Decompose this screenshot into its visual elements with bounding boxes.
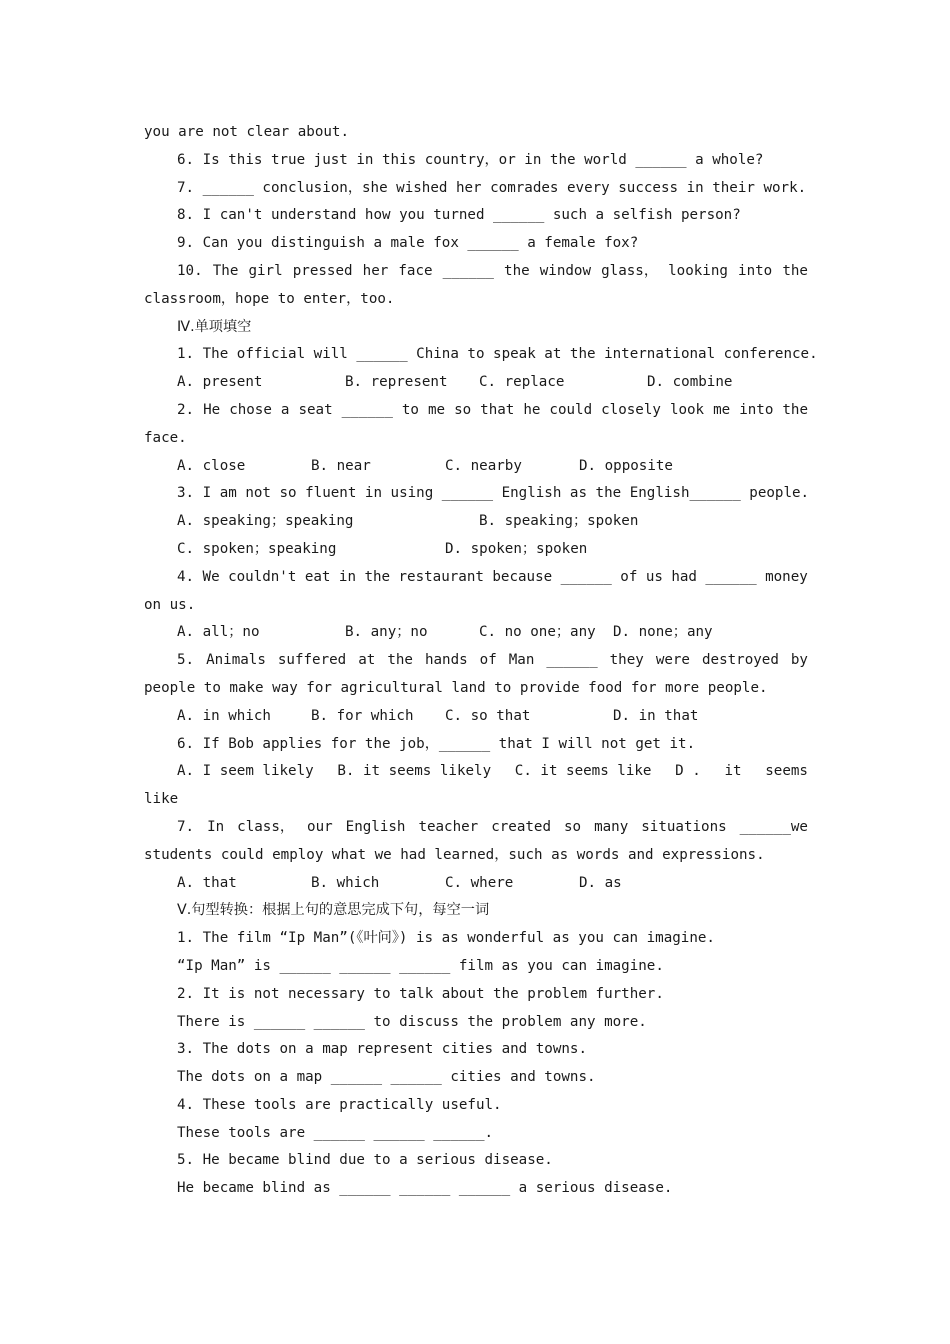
word: created [491, 818, 552, 835]
word: pressed [292, 262, 353, 279]
word: 5. [177, 652, 195, 669]
option-c: C. where [445, 874, 514, 891]
word: me [713, 401, 731, 418]
word: in [338, 568, 356, 585]
word: Man [508, 652, 535, 669]
option-d: D. opposite [579, 457, 673, 474]
word: seat [298, 401, 333, 418]
section3-q6: 6. Is this true just in this country，or in the world ______ a whole? [177, 151, 764, 168]
word: hands [424, 652, 468, 669]
option-a: A. close [177, 457, 246, 474]
worksheet-page [144, 119, 818, 1203]
option-a: A. in which [177, 707, 271, 724]
word: the [387, 652, 413, 669]
option-b: B. for which [311, 707, 414, 724]
word: look [669, 401, 705, 418]
option-b: B. it seems likely [337, 763, 492, 780]
option-b: B. represent [345, 374, 448, 391]
word: window [539, 262, 592, 279]
section4-q7-options [144, 870, 808, 898]
word: destroyed [701, 652, 779, 669]
section5-item-3-target: The dots on a map ______ ______ cities and towns. [177, 1069, 596, 1086]
word: suffered [277, 652, 347, 669]
option-d: D. in that [613, 707, 699, 724]
section5-item-2-source: 2. It is not necessary to talk about the problem further. [177, 985, 664, 1002]
option-b: B. near [311, 457, 371, 474]
word: could [549, 401, 593, 418]
section5-item-3-source: 3. The dots on a map represent cities and towns. [177, 1041, 587, 1058]
word: teacher [418, 818, 479, 835]
word: to [401, 401, 419, 418]
option-a: A. present [177, 374, 263, 391]
word: face [398, 262, 433, 279]
section4-q1-options [144, 369, 808, 397]
word: were [655, 652, 690, 669]
section4-q4-stem-continuation: on us. [144, 596, 196, 613]
blank: ______ [442, 262, 494, 279]
word: class， [237, 818, 295, 835]
section4-heading: Ⅳ.单项填空 [177, 318, 252, 335]
word: he [523, 401, 541, 418]
blank: ______ [560, 568, 612, 585]
section5-item-1-source: 1. The film “Ip Man”(《叶问》) is as wonderful as you can imagine. [177, 930, 715, 947]
word: her [362, 262, 389, 279]
word: us [645, 568, 663, 585]
word: 7. [177, 818, 195, 835]
word: closely [601, 401, 661, 418]
section4-q7-stem-continuation: students could employ what we had learned，such as words and expressions. [144, 846, 765, 863]
word: so [564, 818, 582, 835]
section5-item-5-source: 5. He became blind due to a serious disease. [177, 1152, 553, 1169]
word: by [790, 652, 808, 669]
option-d-label: D . [675, 763, 701, 780]
section4-q3-options-cd [144, 536, 808, 564]
word: of [479, 652, 497, 669]
section3-q9: 9. Can you distinguish a male fox ______ a female fox? [177, 235, 639, 252]
word: our [307, 818, 333, 835]
word: 4. [177, 568, 195, 585]
option-c: C. replace [479, 374, 565, 391]
option-d: D. combine [647, 374, 733, 391]
blank: ______ [341, 401, 393, 418]
section4-q5-stem-continuation: people to make way for agricultural land to provide food for more people. [144, 679, 768, 696]
word: eat [304, 568, 331, 585]
blank: ______we [739, 818, 808, 835]
option-b: B. speaking；spoken [479, 513, 639, 530]
word: that [480, 401, 515, 418]
word: the [364, 568, 391, 585]
word: into [738, 262, 773, 279]
word: 2. [177, 401, 195, 418]
blank: ______ [546, 652, 598, 669]
section4-q2-stem-continuation: face. [144, 429, 187, 446]
section4-q6-options-continuation: like [144, 791, 179, 808]
section5-item-2-target: There is ______ ______ to discuss the problem any more. [177, 1013, 647, 1030]
section4-q3-options-ab [144, 508, 808, 536]
option-c: C. nearby [445, 457, 522, 474]
word: me [427, 401, 446, 418]
word: English [345, 818, 406, 835]
section4-q4-options [144, 619, 808, 647]
word: couldn't [228, 568, 297, 585]
option-b: B. which [311, 874, 380, 891]
section3-q10-continuation: classroom，hope to enter，too. [144, 290, 395, 307]
section5-item-5-target: He became blind as ______ ______ ______ a serious disease. [177, 1180, 673, 1197]
blank: ______ [705, 568, 757, 585]
section4-q1-stem: 1. The official will ______ China to speak at the international conference. [177, 346, 818, 363]
section4-q6-options [144, 758, 808, 786]
section4-q2-options [144, 453, 808, 481]
section3-q5-continuation: you are not clear about. [144, 124, 349, 140]
option-d: D. as [579, 874, 622, 891]
section4-q5-stem [144, 647, 808, 675]
option-a: A. that [177, 874, 237, 891]
word: the [782, 262, 808, 279]
option-c: C. spoken；speaking [177, 540, 337, 557]
word: We [202, 568, 220, 585]
section4-q5-options [144, 703, 808, 731]
word: chose [229, 401, 272, 418]
word: 10. [177, 262, 203, 279]
word: many [594, 818, 629, 835]
word: the [504, 262, 530, 279]
word: situations [641, 818, 727, 835]
word: because [492, 568, 553, 585]
option-a: A. all；no [177, 624, 260, 641]
word: had [671, 568, 697, 585]
word: they [609, 652, 644, 669]
section3-q10 [144, 258, 808, 286]
section5-item-1-target: “Ip Man” is ______ ______ ______ film as you can imagine. [177, 957, 664, 974]
word: it [724, 763, 742, 780]
word: looking [668, 262, 728, 279]
section4-q3-stem: 3. I am not so fluent in using ______ English as the English______ people. [177, 485, 810, 502]
section4-q4-stem [144, 564, 808, 592]
section4-q7-stem [144, 814, 808, 842]
word: glass， [601, 262, 659, 279]
word: of [620, 568, 638, 585]
word: Animals [206, 652, 266, 669]
word: The [212, 262, 239, 279]
word: girl [248, 262, 283, 279]
word: the [782, 401, 808, 418]
section4-q6-stem: 6. If Bob applies for the job，______ that I will not get it. [177, 735, 696, 752]
option-d: D. none；any [613, 624, 713, 641]
word: so [454, 401, 472, 418]
word: In [207, 818, 225, 835]
section4-q2-stem [144, 397, 808, 425]
word: restaurant [398, 568, 484, 585]
word: at [358, 652, 376, 669]
word: a [280, 401, 290, 418]
option-b: B. any；no [345, 624, 428, 641]
word: seems [765, 763, 808, 780]
word: money [765, 568, 808, 585]
section3-q8: 8. I can't understand how you turned ______ such a selfish person? [177, 207, 741, 224]
option-a: A. speaking；speaking [177, 513, 354, 530]
option-c: C. so that [445, 707, 531, 724]
section5-item-4-source: 4. These tools are practically useful. [177, 1096, 502, 1113]
option-c: C. no one；any [479, 624, 596, 641]
word: He [203, 401, 221, 418]
option-c: C. it seems like [514, 763, 652, 780]
option-d: D. spoken；spoken [445, 540, 588, 557]
section5-item-4-target: These tools are ______ ______ ______. [177, 1124, 494, 1141]
section3-q7: 7. ______ conclusion，she wished her comrades every success in their work. [177, 179, 807, 196]
option-a: A. I seem likely [177, 763, 314, 780]
word: into [739, 401, 774, 418]
section5-heading: Ⅴ.句型转换：根据上句的意思完成下句，每空一词 [177, 902, 490, 919]
